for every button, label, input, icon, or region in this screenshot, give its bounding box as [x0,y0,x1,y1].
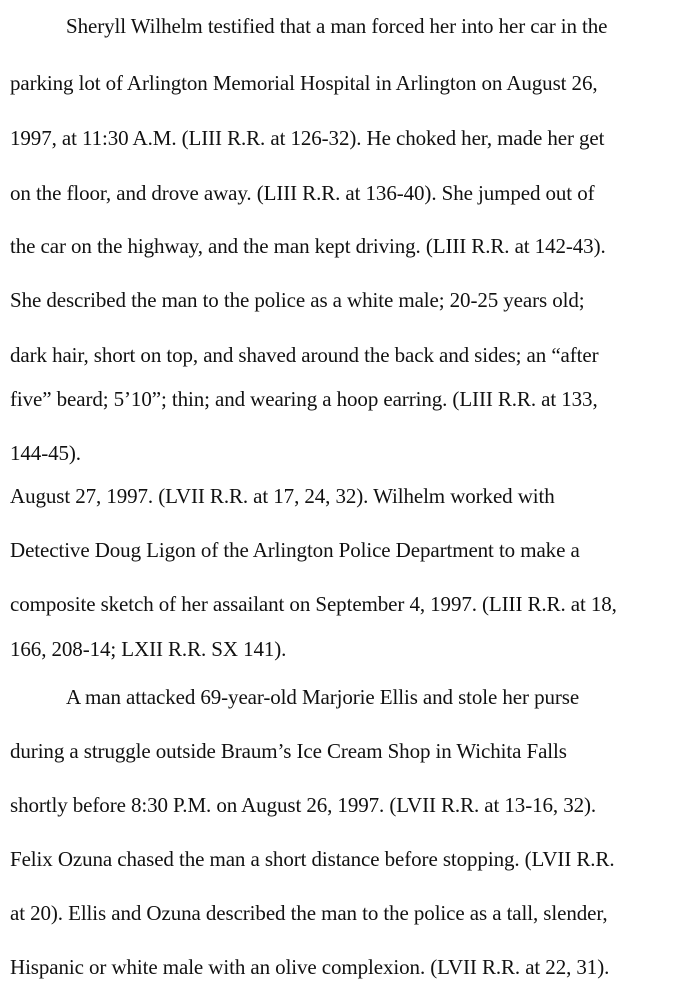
text-line: August 27, 1997. (LVII R.R. at 17, 24, 32). Wilhelm worked with [10,484,555,508]
text-line: shortly before 8:30 P.M. on August 26, 1997. (LVII R.R. at 13-16, 32). [10,793,597,817]
text-line: Sheryll Wilhelm testified that a man forced her into her car in the [66,14,608,38]
text-line: 1997, at 11:30 A.M. (LIII R.R. at 126-32). He choked her, made her get [10,126,605,150]
text-line: Hispanic or white male with an olive complexion. (LVII R.R. at 22, 31). [10,955,610,979]
text-line: 166, 208-14; LXII R.R. SX 141). [10,637,287,661]
text-line: parking lot of Arlington Memorial Hospital in Arlington on August 26, [10,71,598,95]
text-line: dark hair, short on top, and shaved around the back and sides; an “after [10,343,599,367]
text-line: the car on the highway, and the man kept driving. (LIII R.R. at 142-43). [10,234,606,258]
text-line: Detective Doug Ligon of the Arlington Police Department to make a [10,538,580,562]
text-line: 144-45). [10,441,81,465]
text-line: at 20). Ellis and Ozuna described the man to the police as a tall, slender, [10,901,608,925]
text-line: Felix Ozuna chased the man a short distance before stopping. (LVII R.R. [10,847,615,871]
text-line: A man attacked 69-year-old Marjorie Ellis and stole her purse [66,685,580,709]
text-line: five” beard; 5’10”; thin; and wearing a hoop earring. (LIII R.R. at 133, [10,387,598,411]
text-line: during a struggle outside Braum’s Ice Cream Shop in Wichita Falls [10,739,567,763]
text-line: composite sketch of her assailant on September 4, 1997. (LIII R.R. at 18, [10,592,617,616]
text-line: on the floor, and drove away. (LIII R.R. at 136-40). She jumped out of [10,181,595,205]
text-line: She described the man to the police as a white male; 20-25 years old; [10,288,585,312]
